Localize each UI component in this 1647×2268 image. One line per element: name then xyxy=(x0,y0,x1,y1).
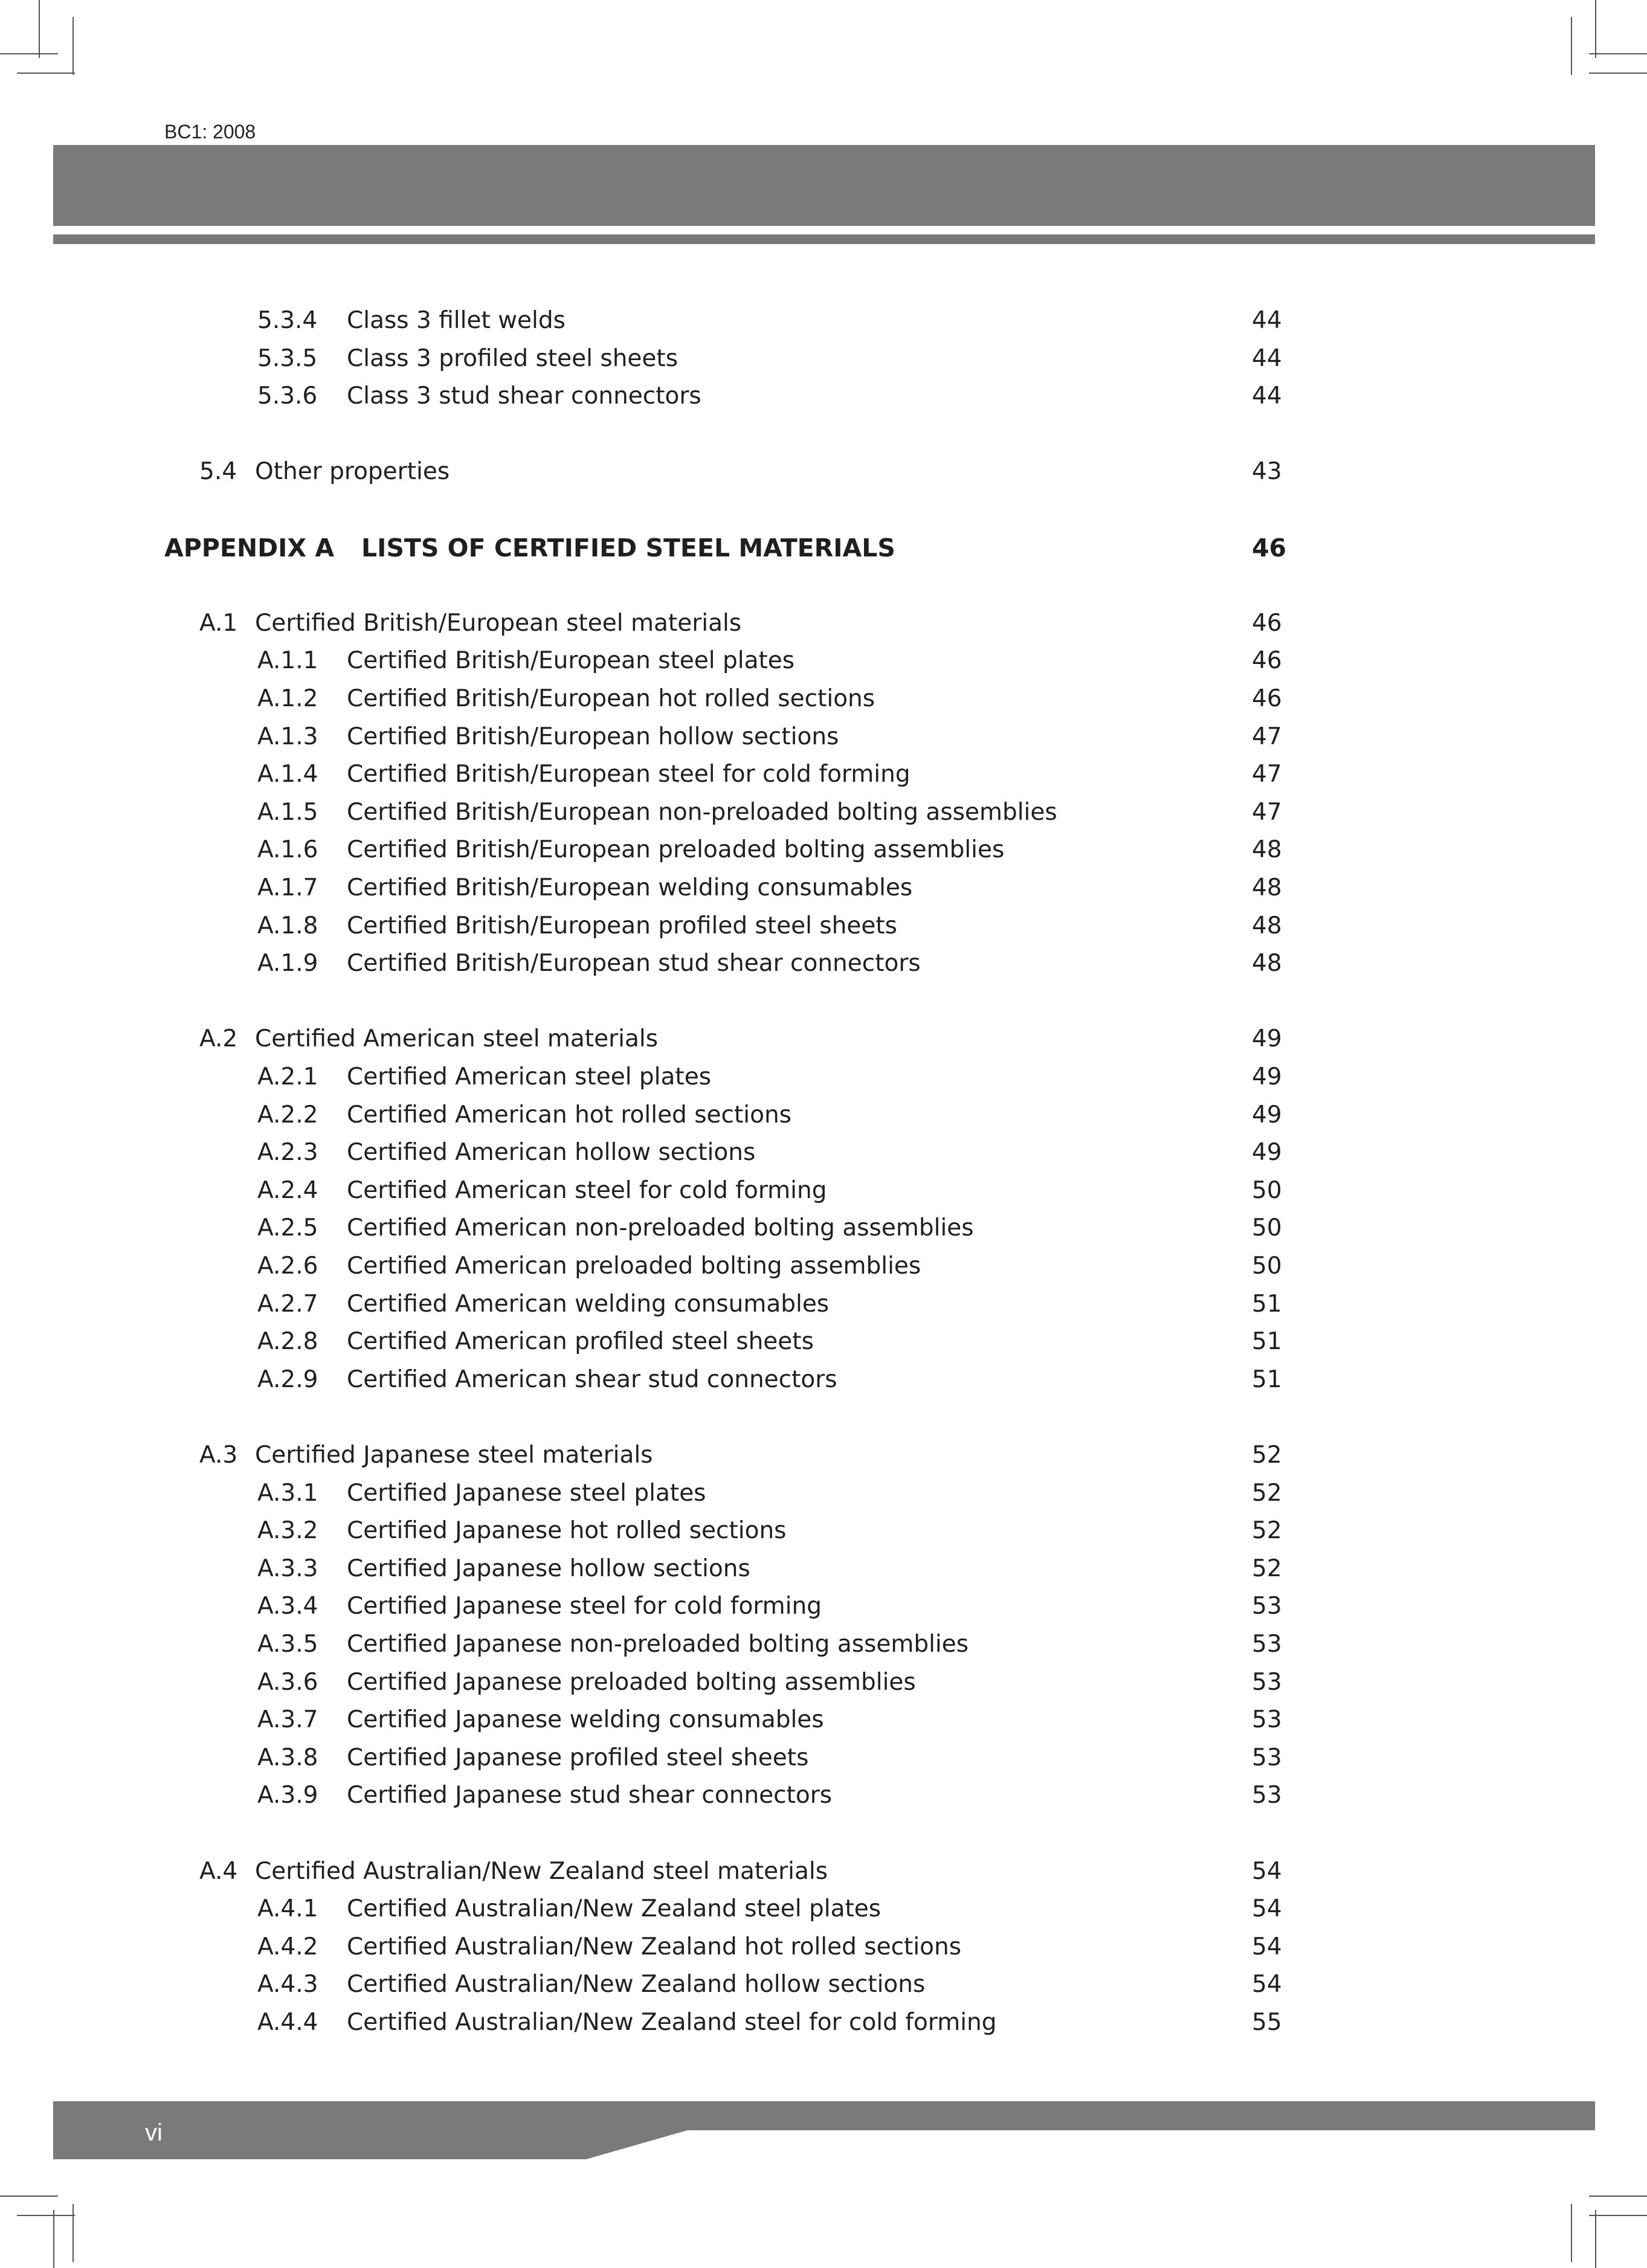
toc-entry-title: Certified British/European steel materials xyxy=(255,610,742,637)
toc-entry-number: A.3 xyxy=(199,1442,238,1469)
toc-entry-title: Certified American hollow sections xyxy=(347,1139,756,1166)
toc-entry-page: 54 xyxy=(1252,1858,1282,1885)
toc-entry-number: A.2.5 xyxy=(257,1214,318,1242)
crop-mark xyxy=(1589,72,1647,74)
toc-entry-number: A.3.8 xyxy=(257,1744,318,1771)
toc-entry-page: 52 xyxy=(1252,1480,1282,1507)
toc-entry-title: Certified Japanese steel plates xyxy=(347,1480,706,1507)
toc-entry-page: 49 xyxy=(1252,1101,1282,1129)
header-rule xyxy=(53,234,1595,244)
toc-entry-page: 48 xyxy=(1252,874,1282,901)
toc-entry-number: A.3.3 xyxy=(257,1555,318,1582)
toc-entry-title: Other properties xyxy=(255,458,450,485)
toc-entry-title: Certified British/European non-preloaded bolting assemblies xyxy=(347,799,1057,826)
toc-entry-page: 49 xyxy=(1252,1025,1282,1052)
toc-entry-number: A.3.4 xyxy=(257,1593,318,1620)
toc-entry-number: A.4.2 xyxy=(257,1933,318,1960)
toc-entry-title: LISTS OF CERTIFIED STEEL MATERIALS xyxy=(361,533,895,562)
toc-entry-page: 48 xyxy=(1252,836,1282,863)
crop-mark xyxy=(39,0,40,58)
crop-mark xyxy=(73,2204,74,2262)
page-number: vi xyxy=(145,2119,163,2146)
toc-entry-title: Certified Australian/New Zealand steel plates xyxy=(347,1895,882,1922)
crop-mark xyxy=(1571,17,1572,75)
toc-entry-number: 5.3.4 xyxy=(257,307,318,334)
toc-entry-title: Certified British/European steel for cold forming xyxy=(347,761,911,788)
toc-entry-number: 5.3.6 xyxy=(257,382,318,410)
crop-mark xyxy=(1595,0,1596,58)
toc-entry-title: Certified British/European steel plates xyxy=(347,647,795,674)
toc-entry-number: A.1.1 xyxy=(257,647,318,674)
toc-entry-number: A.4 xyxy=(199,1858,238,1885)
toc-entry-title: Certified British/European hollow sections xyxy=(347,723,839,750)
toc-entry-number: A.4.3 xyxy=(257,1971,318,1998)
toc-entry-page: 47 xyxy=(1252,761,1282,788)
toc-entry-page: 48 xyxy=(1252,950,1282,977)
toc-entry-page: 44 xyxy=(1252,382,1282,410)
toc-entry-title: Class 3 stud shear connectors xyxy=(347,382,701,410)
crop-mark xyxy=(73,17,74,75)
toc-entry-page: 50 xyxy=(1252,1252,1282,1280)
toc-entry-title: Certified American profiled steel sheets xyxy=(347,1328,814,1355)
toc-entry-page: 51 xyxy=(1252,1328,1282,1355)
toc-entry-number: A.1.2 xyxy=(257,685,318,712)
toc-entry-page: 53 xyxy=(1252,1631,1282,1658)
toc-entry-number: A.3.2 xyxy=(257,1517,318,1544)
toc-entry-title: Certified Japanese profiled steel sheets xyxy=(347,1744,809,1771)
toc-entry-title: Certified British/European preloaded bolting assemblies xyxy=(347,836,1005,863)
toc-entry-page: 54 xyxy=(1252,1933,1282,1960)
toc-entry-number: A.1.6 xyxy=(257,836,318,863)
toc-entry-page: 55 xyxy=(1252,2009,1282,2036)
toc-entry-page: 53 xyxy=(1252,1593,1282,1620)
toc-entry-number: A.3.9 xyxy=(257,1782,318,1809)
document-code: BC1: 2008 xyxy=(164,121,256,143)
toc-entry-number: A.1.9 xyxy=(257,950,318,977)
toc-entry-number: A.2.4 xyxy=(257,1177,318,1204)
toc-entry-page: 51 xyxy=(1252,1290,1282,1318)
toc-entry-number: A.3.1 xyxy=(257,1480,318,1507)
toc-entry-page: 53 xyxy=(1252,1744,1282,1771)
toc-entry-title: Certified British/European stud shear connectors xyxy=(347,950,921,977)
toc-entry-number: A.2.8 xyxy=(257,1328,318,1355)
toc-entry-number: A.1.4 xyxy=(257,761,318,788)
toc-entry-title: Class 3 profiled steel sheets xyxy=(347,345,678,372)
crop-mark xyxy=(1595,2210,1596,2268)
toc-entry-number: A.1 xyxy=(199,610,238,637)
toc-entry-title: Certified American preloaded bolting assemblies xyxy=(347,1252,921,1280)
toc-entry-title: Certified Australian/New Zealand steel materials xyxy=(255,1858,828,1885)
toc-entry-title: Certified Japanese welding consumables xyxy=(347,1706,824,1733)
toc-entry-number: A.2.9 xyxy=(257,1366,318,1393)
toc-entry-page: 53 xyxy=(1252,1782,1282,1809)
toc-entry-number: A.1.7 xyxy=(257,874,318,901)
toc-entry-title: Certified American hot rolled sections xyxy=(347,1101,791,1129)
toc-entry-number: 5.4 xyxy=(199,458,237,485)
footer-band xyxy=(53,2101,1595,2130)
toc-entry-title: Class 3 fillet welds xyxy=(347,307,566,334)
toc-entry-title: Certified Japanese steel materials xyxy=(255,1442,653,1469)
toc-entry-title: Certified American steel for cold forming xyxy=(347,1177,827,1204)
toc-entry-page: 50 xyxy=(1252,1214,1282,1242)
header-band xyxy=(53,145,1595,226)
toc-entry-page: 47 xyxy=(1252,723,1282,750)
crop-mark xyxy=(0,53,58,54)
toc-entry-page: 44 xyxy=(1252,345,1282,372)
toc-entry-page: 46 xyxy=(1252,610,1282,637)
crop-mark xyxy=(0,2196,58,2197)
toc-entry-number: A.1.5 xyxy=(257,799,318,826)
toc-entry-page: 48 xyxy=(1252,912,1282,939)
toc-entry-page: 46 xyxy=(1252,647,1282,674)
toc-entry-title: Certified American welding consumables xyxy=(347,1290,830,1318)
toc-entry-title: Certified British/European profiled steel sheets xyxy=(347,912,897,939)
toc-entry-page: 49 xyxy=(1252,1139,1282,1166)
toc-entry-title: Certified Australian/New Zealand steel for cold forming xyxy=(347,2009,997,2036)
toc-entry-title: Certified Japanese stud shear connectors xyxy=(347,1782,833,1809)
toc-entry-number: A.4.1 xyxy=(257,1895,318,1922)
crop-mark xyxy=(1589,2196,1647,2197)
toc-entry-number: A.2.2 xyxy=(257,1101,318,1129)
toc-entry-title: Certified American shear stud connectors xyxy=(347,1366,837,1393)
toc-entry-number: A.4.4 xyxy=(257,2009,318,2036)
toc-entry-title: Certified Japanese steel for cold forming xyxy=(347,1593,822,1620)
toc-entry-number: A.2.3 xyxy=(257,1139,318,1166)
toc-entry-page: 52 xyxy=(1252,1517,1282,1544)
toc-entry-number: A.2.1 xyxy=(257,1063,318,1091)
crop-mark xyxy=(1589,2215,1647,2216)
toc-entry-number: A.2.7 xyxy=(257,1290,318,1318)
toc-entry-number: A.1.3 xyxy=(257,723,318,750)
toc-entry-number: A.2 xyxy=(199,1025,238,1052)
toc-entry-title: Certified Japanese hollow sections xyxy=(347,1555,750,1582)
toc-entry-number: APPENDIX A xyxy=(164,533,335,562)
toc-entry-page: 53 xyxy=(1252,1706,1282,1733)
toc-entry-page: 50 xyxy=(1252,1177,1282,1204)
crop-mark xyxy=(17,72,75,74)
crop-mark xyxy=(1589,53,1647,54)
crop-mark xyxy=(1571,2204,1572,2262)
toc-entry-number: A.3.7 xyxy=(257,1706,318,1733)
toc-entry-title: Certified American non-preloaded bolting assemblies xyxy=(347,1214,974,1242)
toc-entry-number: A.1.8 xyxy=(257,912,318,939)
toc-entry-page: 54 xyxy=(1252,1895,1282,1922)
toc-entry-page: 46 xyxy=(1252,685,1282,712)
toc-entry-title: Certified American steel plates xyxy=(347,1063,712,1091)
toc-entry-page: 52 xyxy=(1252,1442,1282,1469)
toc-entry-page: 46 xyxy=(1252,533,1287,562)
toc-entry-page: 51 xyxy=(1252,1366,1282,1393)
toc-entry-title: Certified Australian/New Zealand hollow sections xyxy=(347,1971,926,1998)
toc-entry-page: 44 xyxy=(1252,307,1282,334)
toc-entry-title: Certified Japanese hot rolled sections xyxy=(347,1517,787,1544)
toc-entry-number: A.3.6 xyxy=(257,1669,318,1696)
toc-entry-title: Certified Australian/New Zealand hot rolled sections xyxy=(347,1933,962,1960)
crop-mark xyxy=(53,2210,54,2268)
toc-entry-page: 47 xyxy=(1252,799,1282,826)
toc-entry-title: Certified Japanese non-preloaded bolting assemblies xyxy=(347,1631,969,1658)
toc-entry-number: 5.3.5 xyxy=(257,345,318,372)
toc-entry-number: A.3.5 xyxy=(257,1631,318,1658)
toc-entry-page: 43 xyxy=(1252,458,1282,485)
toc-entry-title: Certified British/European hot rolled sections xyxy=(347,685,875,712)
toc-entry-page: 52 xyxy=(1252,1555,1282,1582)
toc-entry-title: Certified British/European welding consumables xyxy=(347,874,913,901)
toc-entry-page: 53 xyxy=(1252,1669,1282,1696)
toc-entry-page: 54 xyxy=(1252,1971,1282,1998)
toc-entry-page: 49 xyxy=(1252,1063,1282,1091)
toc-entry-title: Certified Japanese preloaded bolting assemblies xyxy=(347,1669,916,1696)
toc-entry-number: A.2.6 xyxy=(257,1252,318,1280)
toc-entry-title: Certified American steel materials xyxy=(255,1025,659,1052)
crop-mark xyxy=(17,2215,75,2216)
